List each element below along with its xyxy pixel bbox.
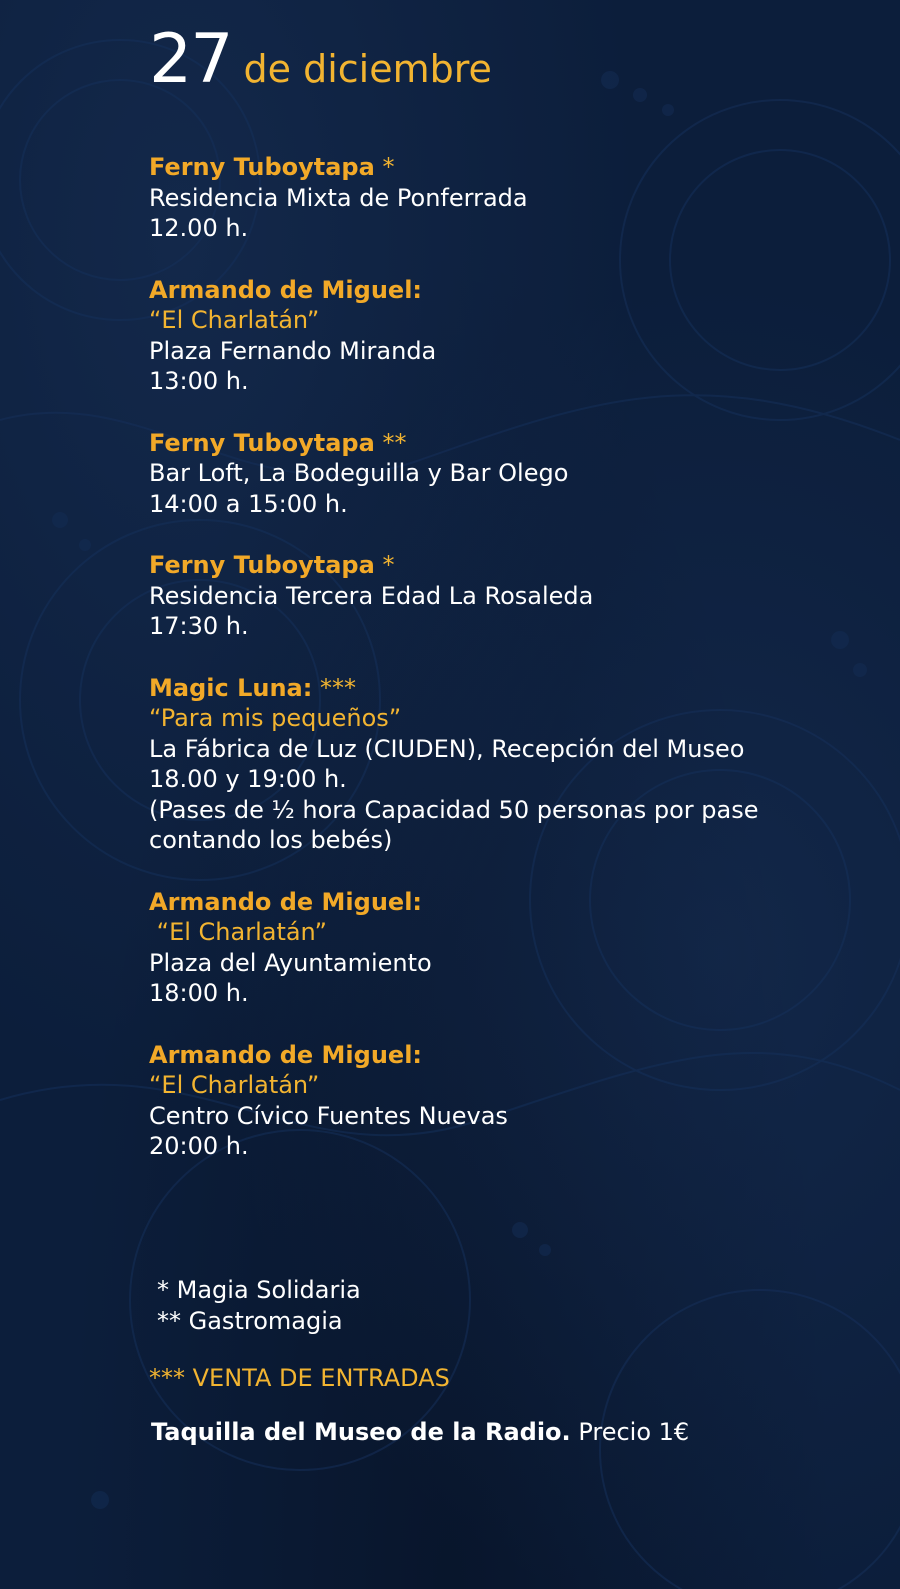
ticket-price: Precio 1€: [578, 1418, 690, 1446]
event-show-title: “El Charlatán”: [149, 1071, 320, 1099]
event-item: [149, 673, 849, 856]
footnote-solidaria: * Magia Solidaria: [157, 1276, 361, 1304]
event-venue: La Fábrica de Luz (CIUDEN), Recepción del Museo: [149, 734, 745, 763]
event-performer: Ferny Tuboytapa: [149, 551, 375, 579]
event-marks: *: [382, 153, 395, 181]
event-time: 20:00 h.: [149, 1132, 249, 1160]
event-item: [149, 275, 849, 397]
event-item: [149, 550, 849, 642]
event-venue: Plaza Fernando Miranda: [149, 336, 437, 365]
event-list: [149, 152, 849, 1193]
event-item: [149, 152, 849, 244]
footnotes: [157, 1275, 361, 1337]
event-item: [149, 428, 849, 520]
event-venue: Residencia Tercera Edad La Rosaleda: [149, 581, 594, 610]
event-time: 17:30 h.: [149, 612, 249, 640]
event-item: [149, 1040, 849, 1162]
event-time: 18:00 h.: [149, 979, 249, 1007]
date-month: de diciembre: [243, 47, 492, 91]
event-venue: Bar Loft, La Bodeguilla y Bar Olego: [149, 459, 569, 487]
event-show-title: “El Charlatán”: [149, 918, 327, 946]
event-marks: **: [382, 428, 407, 457]
event-marks: *: [382, 551, 395, 579]
event-time: 12.00 h.: [149, 214, 249, 242]
event-venue: Centro Cívico Fuentes Nuevas: [149, 1101, 508, 1130]
date-heading: [149, 20, 492, 99]
footnote-gastromagia: ** Gastromagia: [157, 1307, 343, 1335]
event-performer: Armando de Miguel:: [149, 887, 423, 916]
event-show-title: “Para mis pequeños”: [149, 704, 402, 732]
event-note: (Pases de ½ hora Capacidad 50 personas por pase: [149, 795, 759, 824]
event-venue: Plaza del Ayuntamiento: [149, 948, 432, 977]
event-note: contando los bebés): [149, 826, 393, 854]
event-venue: Residencia Mixta de Ponferrada: [149, 183, 528, 212]
ticket-info: [151, 1418, 689, 1446]
event-time: 14:00 a 15:00 h.: [149, 489, 348, 518]
event-item: [149, 887, 849, 1009]
date-day: 27: [149, 20, 232, 99]
ticket-place: Taquilla del Museo de la Radio.: [151, 1418, 571, 1446]
event-time: 18.00 y 19:00 h.: [149, 765, 347, 793]
event-marks: ***: [319, 673, 356, 702]
event-performer: Armando de Miguel:: [149, 1040, 423, 1069]
event-performer: Armando de Miguel:: [149, 275, 423, 304]
event-time: 13:00 h.: [149, 367, 249, 395]
event-performer: Magic Luna:: [149, 673, 313, 702]
event-performer: Ferny Tuboytapa: [149, 153, 375, 181]
ticket-sale-heading: *** VENTA DE ENTRADAS: [149, 1364, 450, 1392]
event-show-title: “El Charlatán”: [149, 306, 320, 334]
event-performer: Ferny Tuboytapa: [149, 428, 375, 457]
